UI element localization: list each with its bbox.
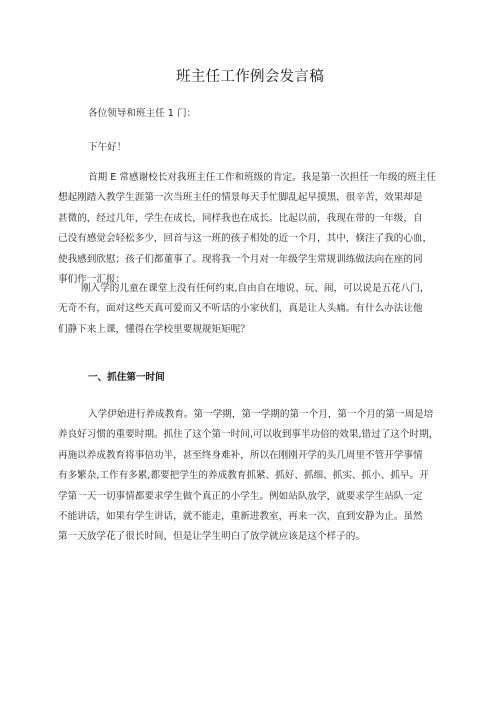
- paragraph-1: [58, 168, 438, 290]
- paragraph-line: 事们作一汇报：: [58, 274, 126, 286]
- paragraph-line: 第一天放学花了很长时间，但是让学生明白了放学就应该是这个样子的。: [58, 531, 365, 543]
- document-title: 班主任工作例会发言稿: [176, 69, 324, 85]
- paragraph-line: 刚入学的儿童在课堂上没有任何约束,自由自在地说、玩、闹，可以说是五花八门，: [81, 283, 430, 294]
- paragraph-line: 不能讲话，如果有学生讲话，就不能走，重新进教室，再来一次，直到安静为止。虽然: [58, 511, 423, 523]
- paragraph-line: 入学伊始进行养成教育。第一学期，第一学期的第一个月，第一个月的第一周是培: [88, 409, 434, 420]
- paragraph-line: 有多繁杂,工作有多累,都要把学生的养成教育抓紧、抓好、抓细、抓实、抓小、抓早。开: [58, 470, 429, 482]
- paragraph-line: 首期 E 常感谢校长对我班主任工作和班级的肯定。我是第一次担任一年级的班主任: [88, 172, 436, 183]
- paragraph-3: [58, 405, 438, 548]
- greeting-text: 下午好！: [88, 142, 127, 153]
- paragraph-line: 养良好习惯的重要时期。抓住了这个第一时间,可以收到事半功倍的效果,错过了这个时期，: [58, 429, 438, 441]
- salutation: [88, 104, 438, 124]
- paragraph-line: 再施以养成教育将事倍功半，甚至终身难补，所以在刚刚开学的头几周里不管开学事情: [58, 449, 423, 461]
- section-heading: 一、抓住第一时间: [88, 372, 165, 383]
- paragraph-line: 甚微的，经过几年，学生在成长，同样我也在成长。比起以前，我现在带的一年级，自: [58, 212, 423, 224]
- paragraph-line: 们静下来上课，懂得在学校里要规规矩矩呢？: [58, 323, 250, 335]
- paragraph-line: 想起刚踏入教学生涯第一次当班主任的情景每天手忙脚乱起早摸黑，很辛苦，效果却是: [58, 192, 423, 204]
- paragraph-line: 使我感到欣慰；孩子们都董事了。现将我一个月对一年级学生常规训练做法向在座的同: [58, 253, 423, 265]
- salutation-text: 各位领导和班主任 1 门：: [88, 108, 197, 119]
- paragraph-line: 己没有感觉会轻松多少，回首与这一班的孩子相处的近一个月，其中，倏注了我的心血，: [58, 233, 433, 245]
- paragraph-line: 无奇不有，面对这些天真可爱而又不听话的小家伙们，真是让人头痛。有什么办法让他: [58, 303, 423, 315]
- greeting: [88, 138, 438, 158]
- paragraph-line: 学第一天一切事情都要求学生做个真正的小学生。例如站队放学，就要求学生站队一定: [58, 490, 423, 502]
